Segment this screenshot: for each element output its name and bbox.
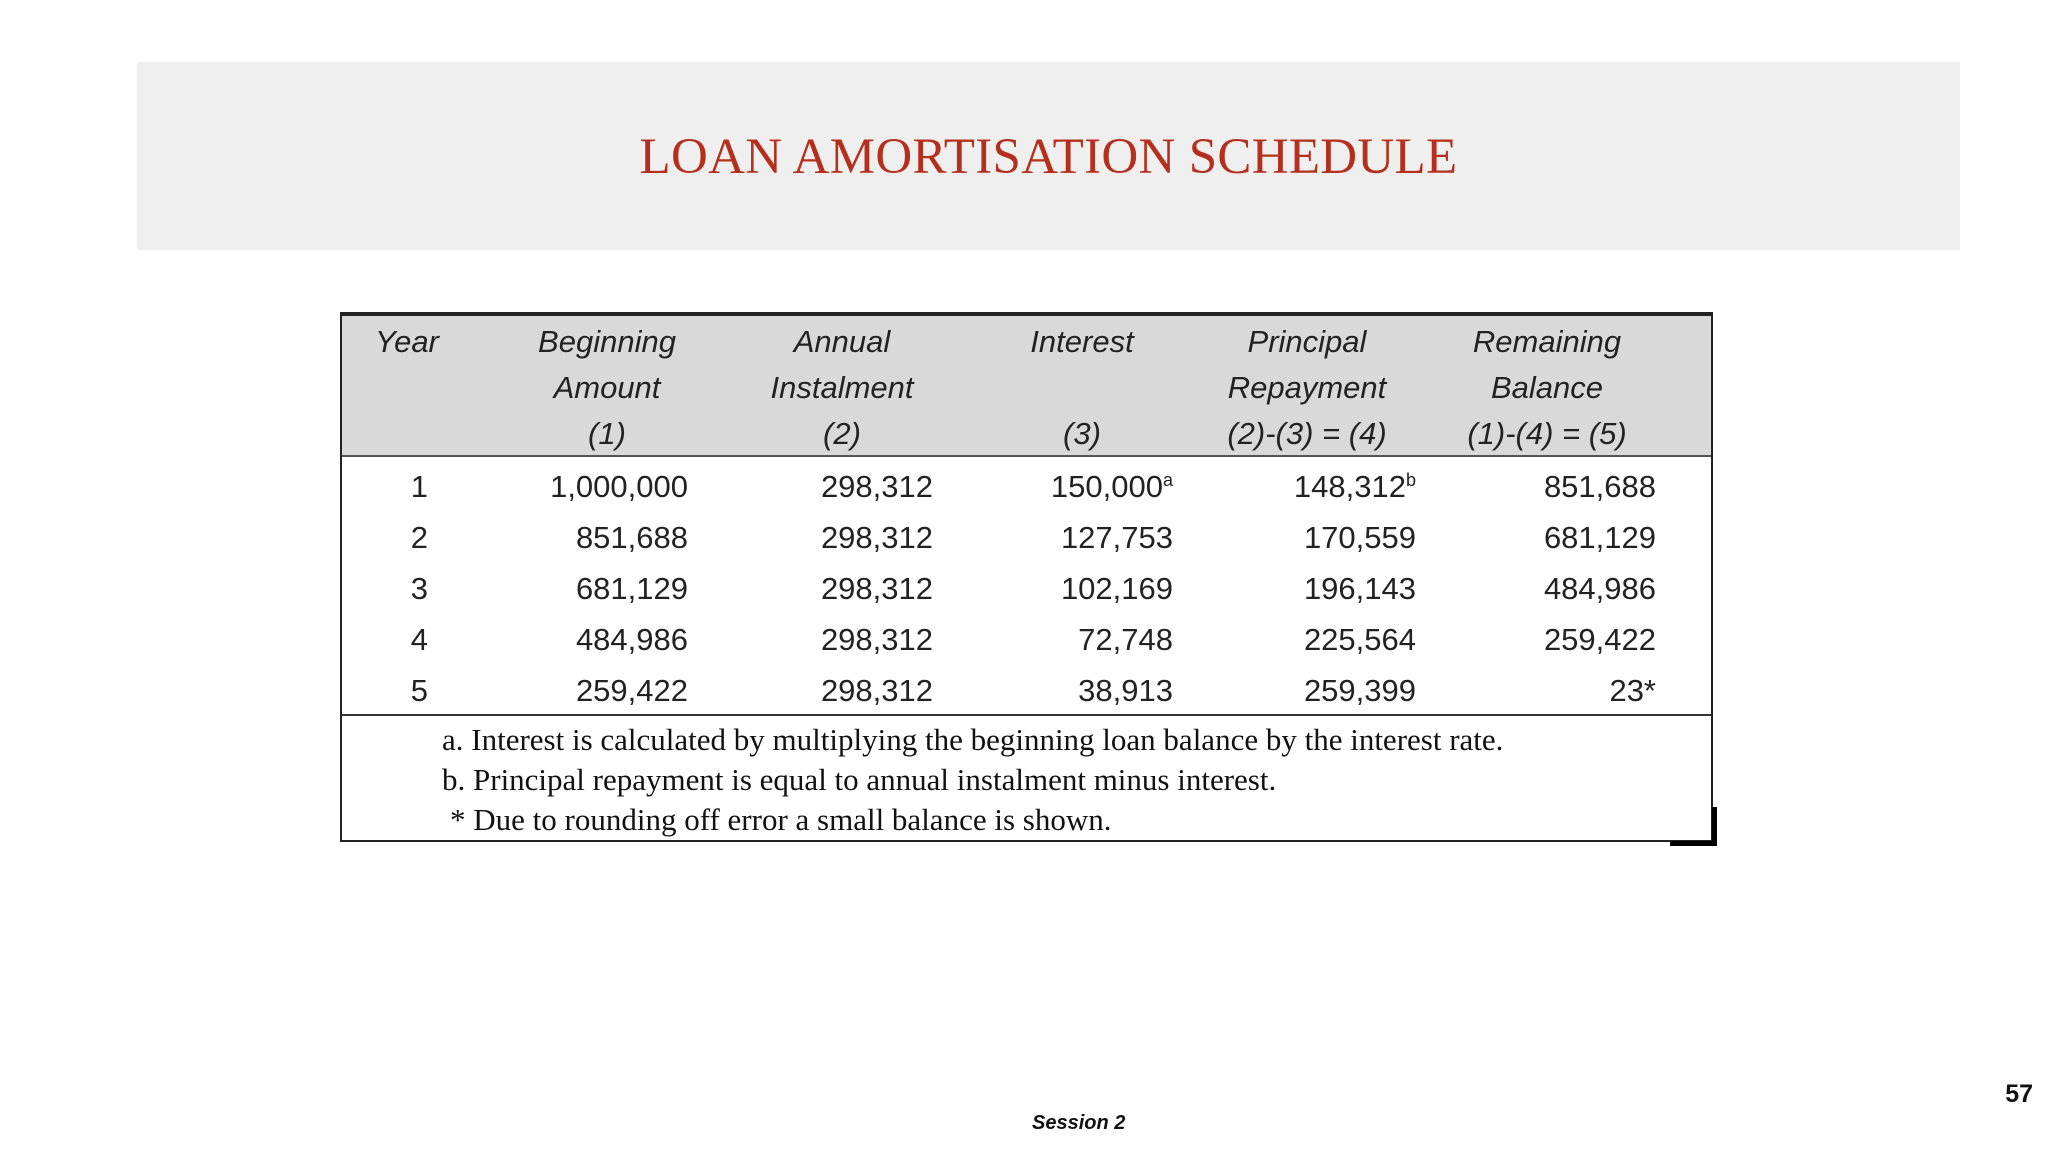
table-row <box>342 512 1711 563</box>
header-beginning-amount: Beginning Amount (1) <box>538 324 676 451</box>
cell-value: 851,688 <box>575 520 688 555</box>
cell-year <box>411 614 428 665</box>
cell-beginning <box>576 512 688 563</box>
cell-value: 225,564 <box>1303 622 1416 657</box>
table-row <box>342 665 1711 716</box>
table-notes <box>342 714 1711 842</box>
table-corner-mark <box>1670 807 1717 846</box>
page-number: 57 <box>2005 1080 2033 1108</box>
cell-interest <box>1051 461 1173 512</box>
cell-value: 484,986 <box>1543 571 1656 606</box>
cell-value: 851,688 <box>1543 469 1656 504</box>
cell-instalment <box>821 563 933 614</box>
cell-value: 170,559 <box>1303 520 1416 555</box>
cell-interest <box>1078 614 1173 665</box>
cell-year <box>411 512 428 563</box>
cell-beginning <box>550 461 688 512</box>
cell-value: 259,422 <box>575 673 688 708</box>
cell-principal <box>1304 665 1416 716</box>
cell-instalment <box>821 665 933 716</box>
cell-value: 298,312 <box>820 520 933 555</box>
cell-year <box>411 461 428 512</box>
note-b: b. Principal repayment is equal to annual instalment minus interest. <box>442 762 1277 797</box>
table-row <box>342 614 1711 665</box>
cell-value: 5 <box>410 673 428 708</box>
cell-principal <box>1304 614 1416 665</box>
footnote-marker: a <box>1162 470 1173 490</box>
cell-instalment <box>821 512 933 563</box>
cell-year <box>411 665 428 716</box>
cell-value: 3 <box>410 571 428 606</box>
cell-principal <box>1294 461 1416 512</box>
cell-value: 298,312 <box>820 571 933 606</box>
cell-value: 681,129 <box>1543 520 1656 555</box>
cell-value: 72,748 <box>1078 622 1173 657</box>
cell-value: 298,312 <box>820 469 933 504</box>
cell-beginning <box>576 665 688 716</box>
note-a: a. Interest is calculated by multiplying the beginning loan balance by the interest rate. <box>442 722 1504 757</box>
cell-value: 196,143 <box>1303 571 1416 606</box>
cell-value: 298,312 <box>820 673 933 708</box>
cell-value: 1,000,000 <box>550 469 688 504</box>
cell-value: 102,169 <box>1060 571 1173 606</box>
cell-value: 1 <box>410 469 428 504</box>
cell-interest <box>1061 563 1173 614</box>
cell-remaining <box>1544 512 1656 563</box>
cell-instalment <box>821 614 933 665</box>
cell-value: 4 <box>410 622 428 657</box>
header-interest: Interest (3) <box>1030 324 1134 451</box>
header-year: Year <box>375 324 439 359</box>
cell-value: 298,312 <box>820 622 933 657</box>
footnote-marker: b <box>1405 470 1416 490</box>
cell-remaining <box>1544 614 1656 665</box>
cell-value: 259,399 <box>1303 673 1416 708</box>
header-principal-repayment: Principal Repayment (2)-(3) = (4) <box>1227 324 1387 451</box>
cell-value: 38,913 <box>1078 673 1173 708</box>
footer-session: Session 2 <box>1032 1112 1126 1134</box>
cell-remaining <box>1544 563 1656 614</box>
header-annual-instalment: Annual Instalment (2) <box>770 324 914 451</box>
cell-beginning <box>576 614 688 665</box>
cell-year <box>411 563 428 614</box>
note-rounding: * Due to rounding off error a small balance is shown. <box>450 802 1112 837</box>
cell-value: 681,129 <box>575 571 688 606</box>
title-band <box>137 62 1960 250</box>
table-row <box>342 461 1711 512</box>
cell-value: 2 <box>410 520 428 555</box>
cell-value: 259,422 <box>1543 622 1656 657</box>
cell-instalment <box>821 461 933 512</box>
cell-value: 150,000 <box>1050 469 1163 504</box>
header-remaining-balance: Remaining Balance (1)-(4) = (5) <box>1467 324 1627 451</box>
cell-principal <box>1304 512 1416 563</box>
cell-interest <box>1061 512 1173 563</box>
cell-principal <box>1304 563 1416 614</box>
cell-value: 148,312 <box>1293 469 1406 504</box>
table-header <box>342 314 1711 457</box>
cell-value: 127,753 <box>1060 520 1173 555</box>
cell-remaining <box>1609 665 1656 716</box>
cell-value: 484,986 <box>575 622 688 657</box>
cell-beginning <box>576 563 688 614</box>
amortisation-table <box>340 312 1713 842</box>
cell-remaining <box>1544 461 1656 512</box>
slide-title: LOAN AMORTISATION SCHEDULE <box>639 129 1458 185</box>
table-row <box>342 563 1711 614</box>
cell-interest <box>1078 665 1173 716</box>
cell-value: 23* <box>1609 673 1656 708</box>
